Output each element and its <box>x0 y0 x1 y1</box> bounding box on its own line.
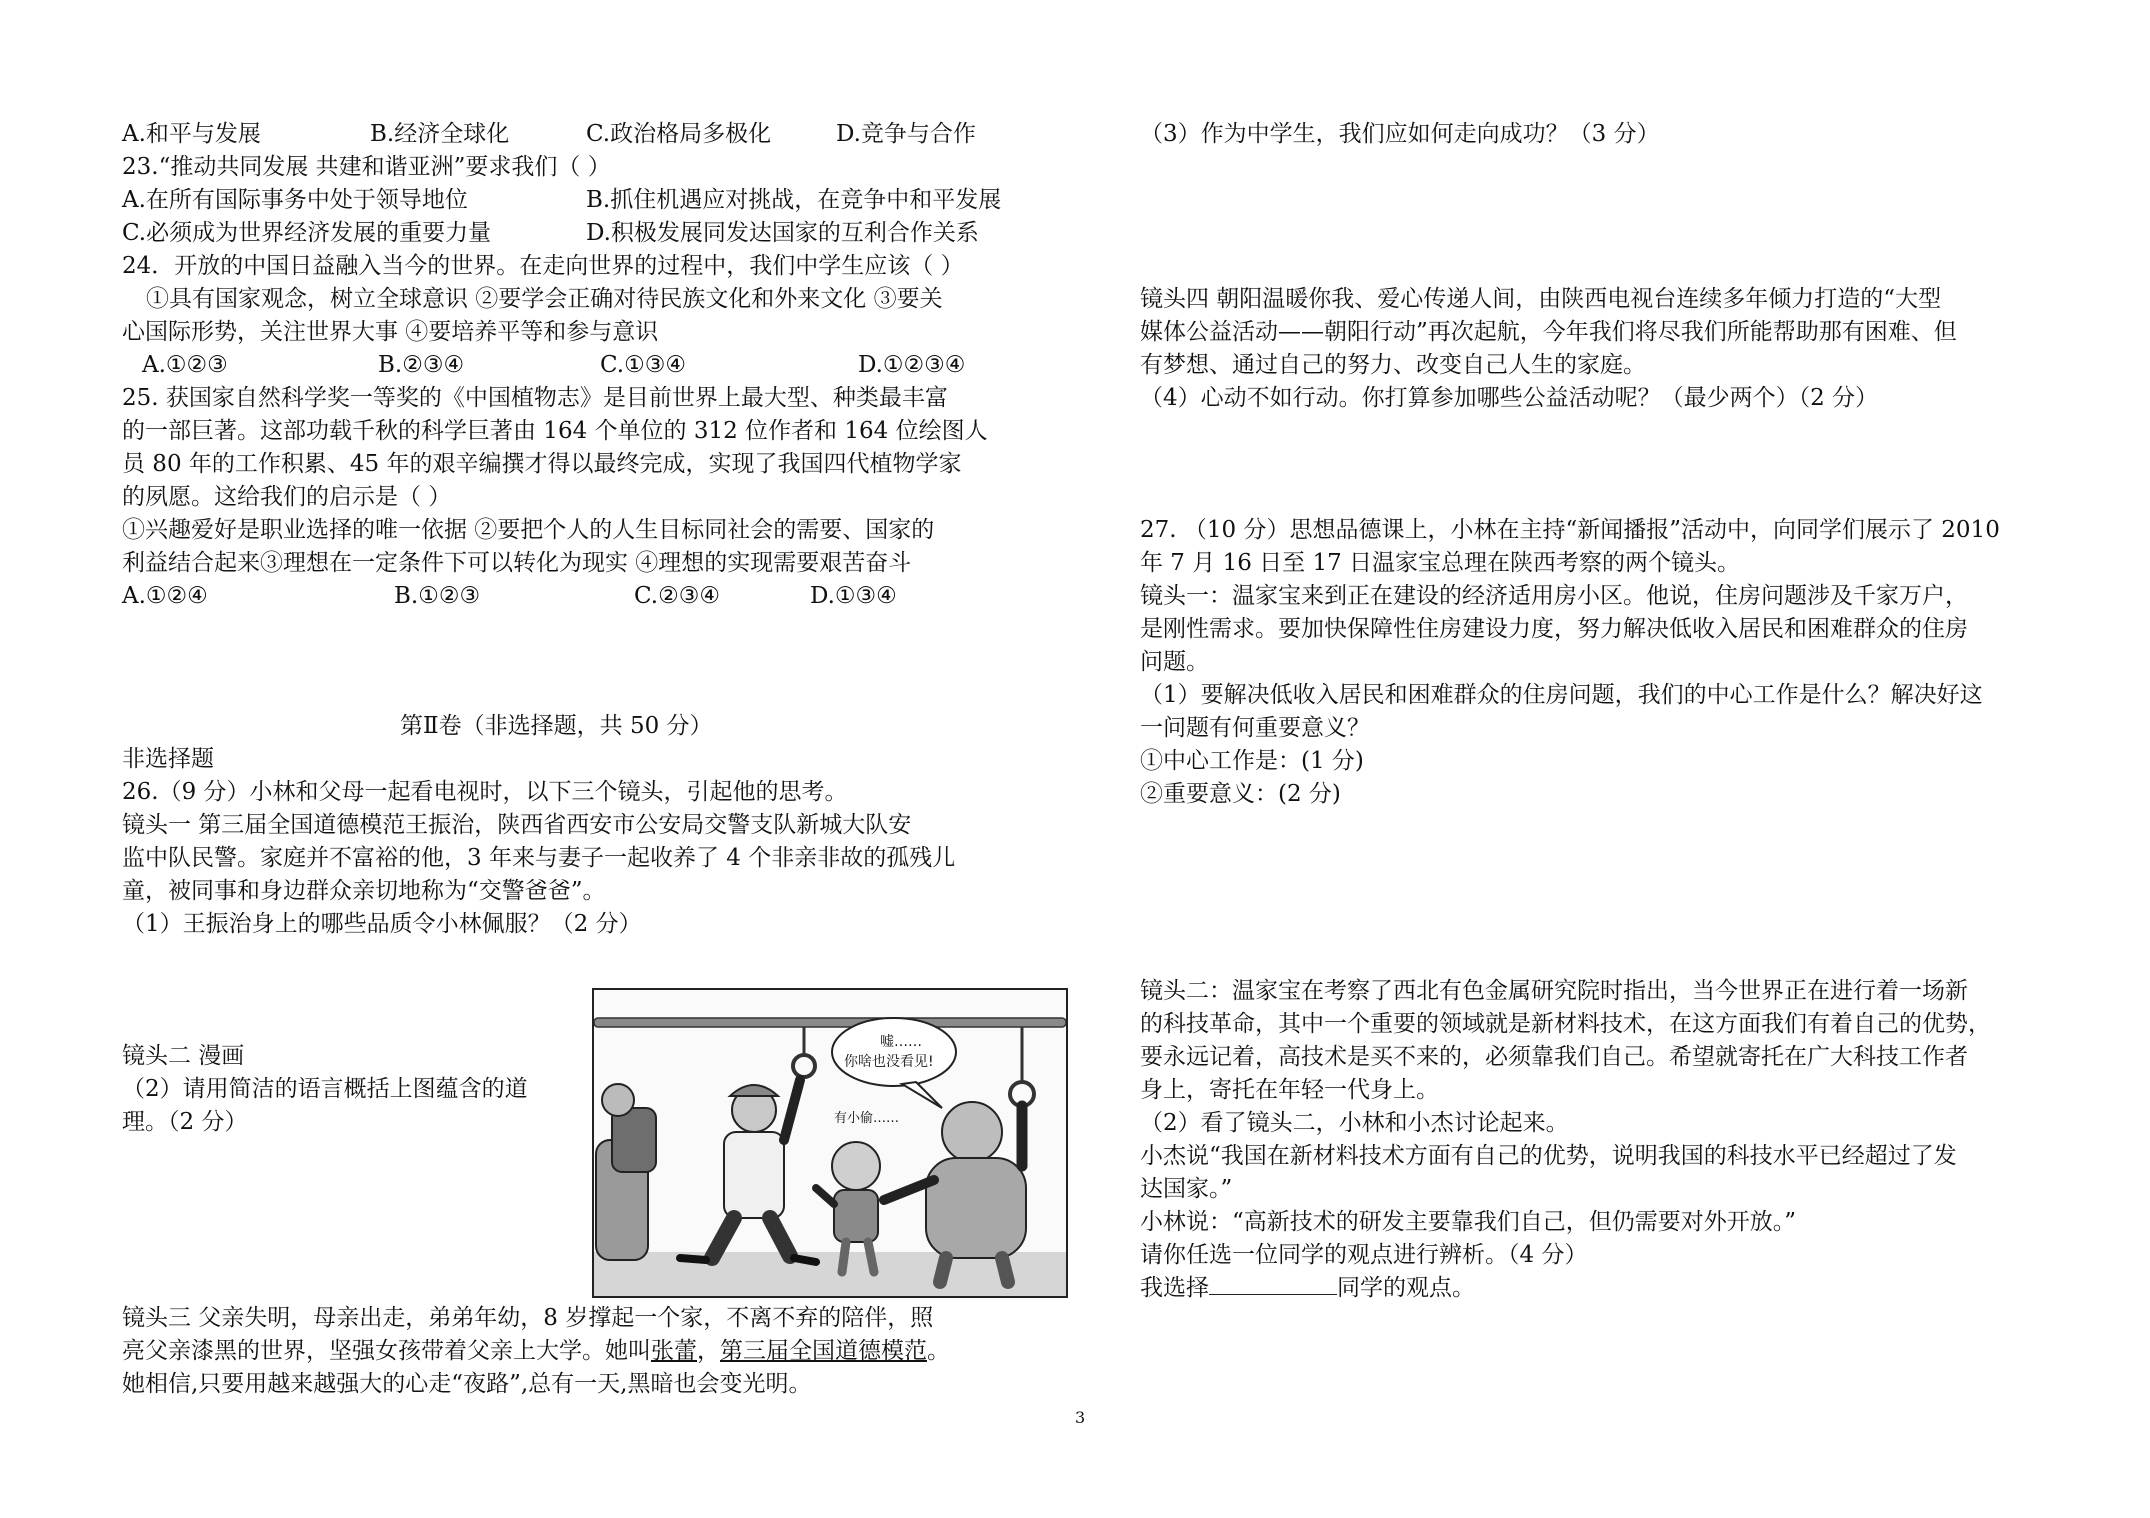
q27-subquestion-1: （1）要解决低收入居民和困难群众的住房问题，我们的中心工作是什么？解决好这 <box>1140 682 1983 708</box>
comic-bubble-text: 你啥也没看见! <box>844 1054 934 1070</box>
q23-option-a: A.在所有国际事务中处于领导地位 <box>122 187 468 213</box>
xiaojie-view: 小杰说“我国在新材料技术方面有自己的优势，说明我国的科技水平已经超过了发 <box>1140 1143 1957 1169</box>
q22-option-d: D.竞争与合作 <box>836 121 976 147</box>
choice-prefix: 我选择 <box>1140 1275 1209 1301</box>
q25-option-b: B.①②③ <box>394 583 481 609</box>
q24-stem: 24．开放的中国日益融入当今的世界。在走向世界的过程中，我们中学生应该（ ） <box>122 253 964 279</box>
section-subtitle: 非选择题 <box>122 746 214 772</box>
q25-stem-line: 的一部巨著。这部功载千秋的科学巨著由 164 个单位的 312 位作者和 164 位绘图人 <box>122 418 988 444</box>
q26-shot3-line <box>122 1335 950 1368</box>
q26-shot1-line: 童，被同事和身边群众亲切地称为“交警爸爸”。 <box>122 878 606 904</box>
q27-intro-line: 27. （10 分）思想品德课上，小林在主持“新闻播报”活动中，向同学们展示了 2010 <box>1140 517 2000 543</box>
shot4-line: 媒体公益活动——朝阳行动”再次起航，今年我们将尽我们所能帮助那有困难、但 <box>1140 319 1957 345</box>
q27-subquestion-2: （2）看了镜头二，小林和小杰讨论起来。 <box>1140 1110 1569 1136</box>
q26-shot3-line: 她相信,只要用越来越强大的心走“夜路”,总有一天,黑暗也会变光明。 <box>122 1371 812 1397</box>
q25-option-d: D.①③④ <box>810 583 897 609</box>
q23-stem: 23.“推动共同发展 共建和谐亚洲”要求我们（ ） <box>122 154 611 180</box>
q24-option-c: C.①③④ <box>600 352 686 378</box>
q27-instruction: 请你任选一位同学的观点进行辨析。（4 分） <box>1140 1242 1588 1268</box>
q24-option-a: A.①②③ <box>142 352 228 378</box>
q26-subquestion-1: （1）王振治身上的哪些品质令小林佩服？（2 分） <box>122 911 642 937</box>
q27-subquestion-1-cont: 一问题有何重要意义？ <box>1140 715 1370 741</box>
comic-child-text: 有小偷…… <box>834 1111 900 1126</box>
q25-option-c: C.②③④ <box>634 583 720 609</box>
shot4-line: 镜头四 朝阳温暖你我、爱心传递人间，由陕西电视台连续多年倾力打造的“大型 <box>1140 286 1942 312</box>
section-title: 第Ⅱ卷（非选择题，共 50 分） <box>400 713 713 739</box>
q26-subquestion-2-cont: 理。（2 分） <box>122 1109 248 1135</box>
q23-option-c: C.必须成为世界经济发展的重要力量 <box>122 220 492 246</box>
xiaojie-view-cont: 达国家。” <box>1140 1176 1233 1202</box>
q26-shot1-line: 镜头一 第三届全国道德模范王振治，陕西省西安市公安局交警支队新城大队安 <box>122 812 912 838</box>
choice-blank[interactable] <box>1209 1272 1337 1295</box>
shot3-honor-title: 第三届全国道德模范 <box>720 1338 927 1364</box>
xiaolin-view: 小林说：“高新技术的研发主要靠我们自己，但仍需要对外开放。” <box>1140 1209 1797 1235</box>
q24-option-d: D.①②③④ <box>858 352 966 378</box>
q26-shot3-line: 镜头三 父亲失明，母亲出走，弟弟年幼，8 岁撑起一个家，不离不弃的陪伴，照 <box>122 1305 934 1331</box>
q27-shot1-line: 镜头一：温家宝来到正在建设的经济适用房小区。他说，住房问题涉及千家万户， <box>1140 583 1968 609</box>
q27-answer-center-work: ①中心工作是：(1 分) <box>1140 748 1364 774</box>
q24-items-line: 心国际形势，关注世界大事 ④要培养平等和参与意识 <box>122 319 659 345</box>
q27-shot1-line: 问题。 <box>1140 649 1209 675</box>
q23-option-d: D.积极发展同发达国家的互利合作关系 <box>586 220 979 246</box>
q27-shot2-line: 要永远记着，高技术是买不来的，必须靠我们自己。希望就寄托在广大科技工作者 <box>1140 1044 1968 1070</box>
q22-option-b: B.经济全球化 <box>370 121 510 147</box>
shot3-separator: ， <box>697 1338 720 1364</box>
q24-items-line: ①具有国家观念，树立全球意识 ②要学会正确对待民族文化和外来文化 ③要关 <box>146 286 943 312</box>
q25-stem-line: 25. 获国家自然科学奖一等奖的《中国植物志》是目前世界上最大型、种类最丰富 <box>122 385 948 411</box>
q27-choice-line <box>1140 1272 1475 1305</box>
q27-shot2-line: 的科技革命，其中一个重要的领域就是新材料技术，在这方面我们有着自己的优势， <box>1140 1011 1991 1037</box>
cartoon-illustration <box>592 988 1068 1298</box>
q26-subquestion-4: （4）心动不如行动。你打算参加哪些公益活动呢？（最少两个）（2 分） <box>1140 385 1879 411</box>
q25-stem-line: 的夙愿。这给我们的启示是（ ） <box>122 484 452 510</box>
q25-items-line: 利益结合起来③理想在一定条件下可以转化为现实 ④理想的实现需要艰苦奋斗 <box>122 550 912 576</box>
q25-option-a: A.①②④ <box>122 583 208 609</box>
q26-subquestion-3: （3）作为中学生，我们应如何走向成功？（3 分） <box>1140 121 1660 147</box>
q24-option-b: B.②③④ <box>378 352 465 378</box>
q26-shot1-line: 监中队民警。家庭并不富裕的他，3 年来与妻子一起收养了 4 个非亲非故的孤残儿 <box>122 845 956 871</box>
shot3-end: 。 <box>927 1338 950 1364</box>
q27-shot1-line: 是刚性需求。要加快保障性住房建设力度，努力解决低收入居民和困难群众的住房 <box>1140 616 1968 642</box>
q22-option-c: C.政治格局多极化 <box>586 121 772 147</box>
q25-items-line: ①兴趣爱好是职业选择的唯一依据 ②要把个人的人生目标同社会的需要、国家的 <box>122 517 935 543</box>
comic-bubble-text: 嘘…… <box>880 1034 922 1050</box>
q27-shot2-line: 身上，寄托在年轻一代身上。 <box>1140 1077 1439 1103</box>
q27-intro-line: 年 7 月 16 日至 17 日温家宝总理在陕西考察的两个镜头。 <box>1140 550 1741 576</box>
q25-stem-line: 员 80 年的工作积累、45 年的艰辛编撰才得以最终完成，实现了我国四代植物学家 <box>122 451 962 477</box>
shot3-name: 张蕾 <box>651 1338 697 1364</box>
q26-shot2-title: 镜头二 漫画 <box>122 1043 245 1069</box>
shot4-line: 有梦想、通过自己的努力、改变自己人生的家庭。 <box>1140 352 1646 378</box>
q23-option-b: B.抓住机遇应对挑战，在竞争中和平发展 <box>586 187 1002 213</box>
q26-subquestion-2: （2）请用简洁的语言概括上图蕴含的道 <box>122 1076 528 1102</box>
q26-intro: 26.（9 分）小林和父母一起看电视时，以下三个镜头，引起他的思考。 <box>122 779 848 805</box>
q22-option-a: A.和平与发展 <box>122 121 261 147</box>
q27-answer-significance: ②重要意义：(2 分) <box>1140 781 1341 807</box>
page-number: 3 <box>1075 1408 1086 1427</box>
q27-shot2-line: 镜头二：温家宝在考察了西北有色金属研究院时指出，当今世界正在进行着一场新 <box>1140 978 1968 1004</box>
choice-suffix: 同学的观点。 <box>1337 1275 1475 1301</box>
shot3-text: 亮父亲漆黑的世界，坚强女孩带着父亲上大学。她叫 <box>122 1338 651 1364</box>
